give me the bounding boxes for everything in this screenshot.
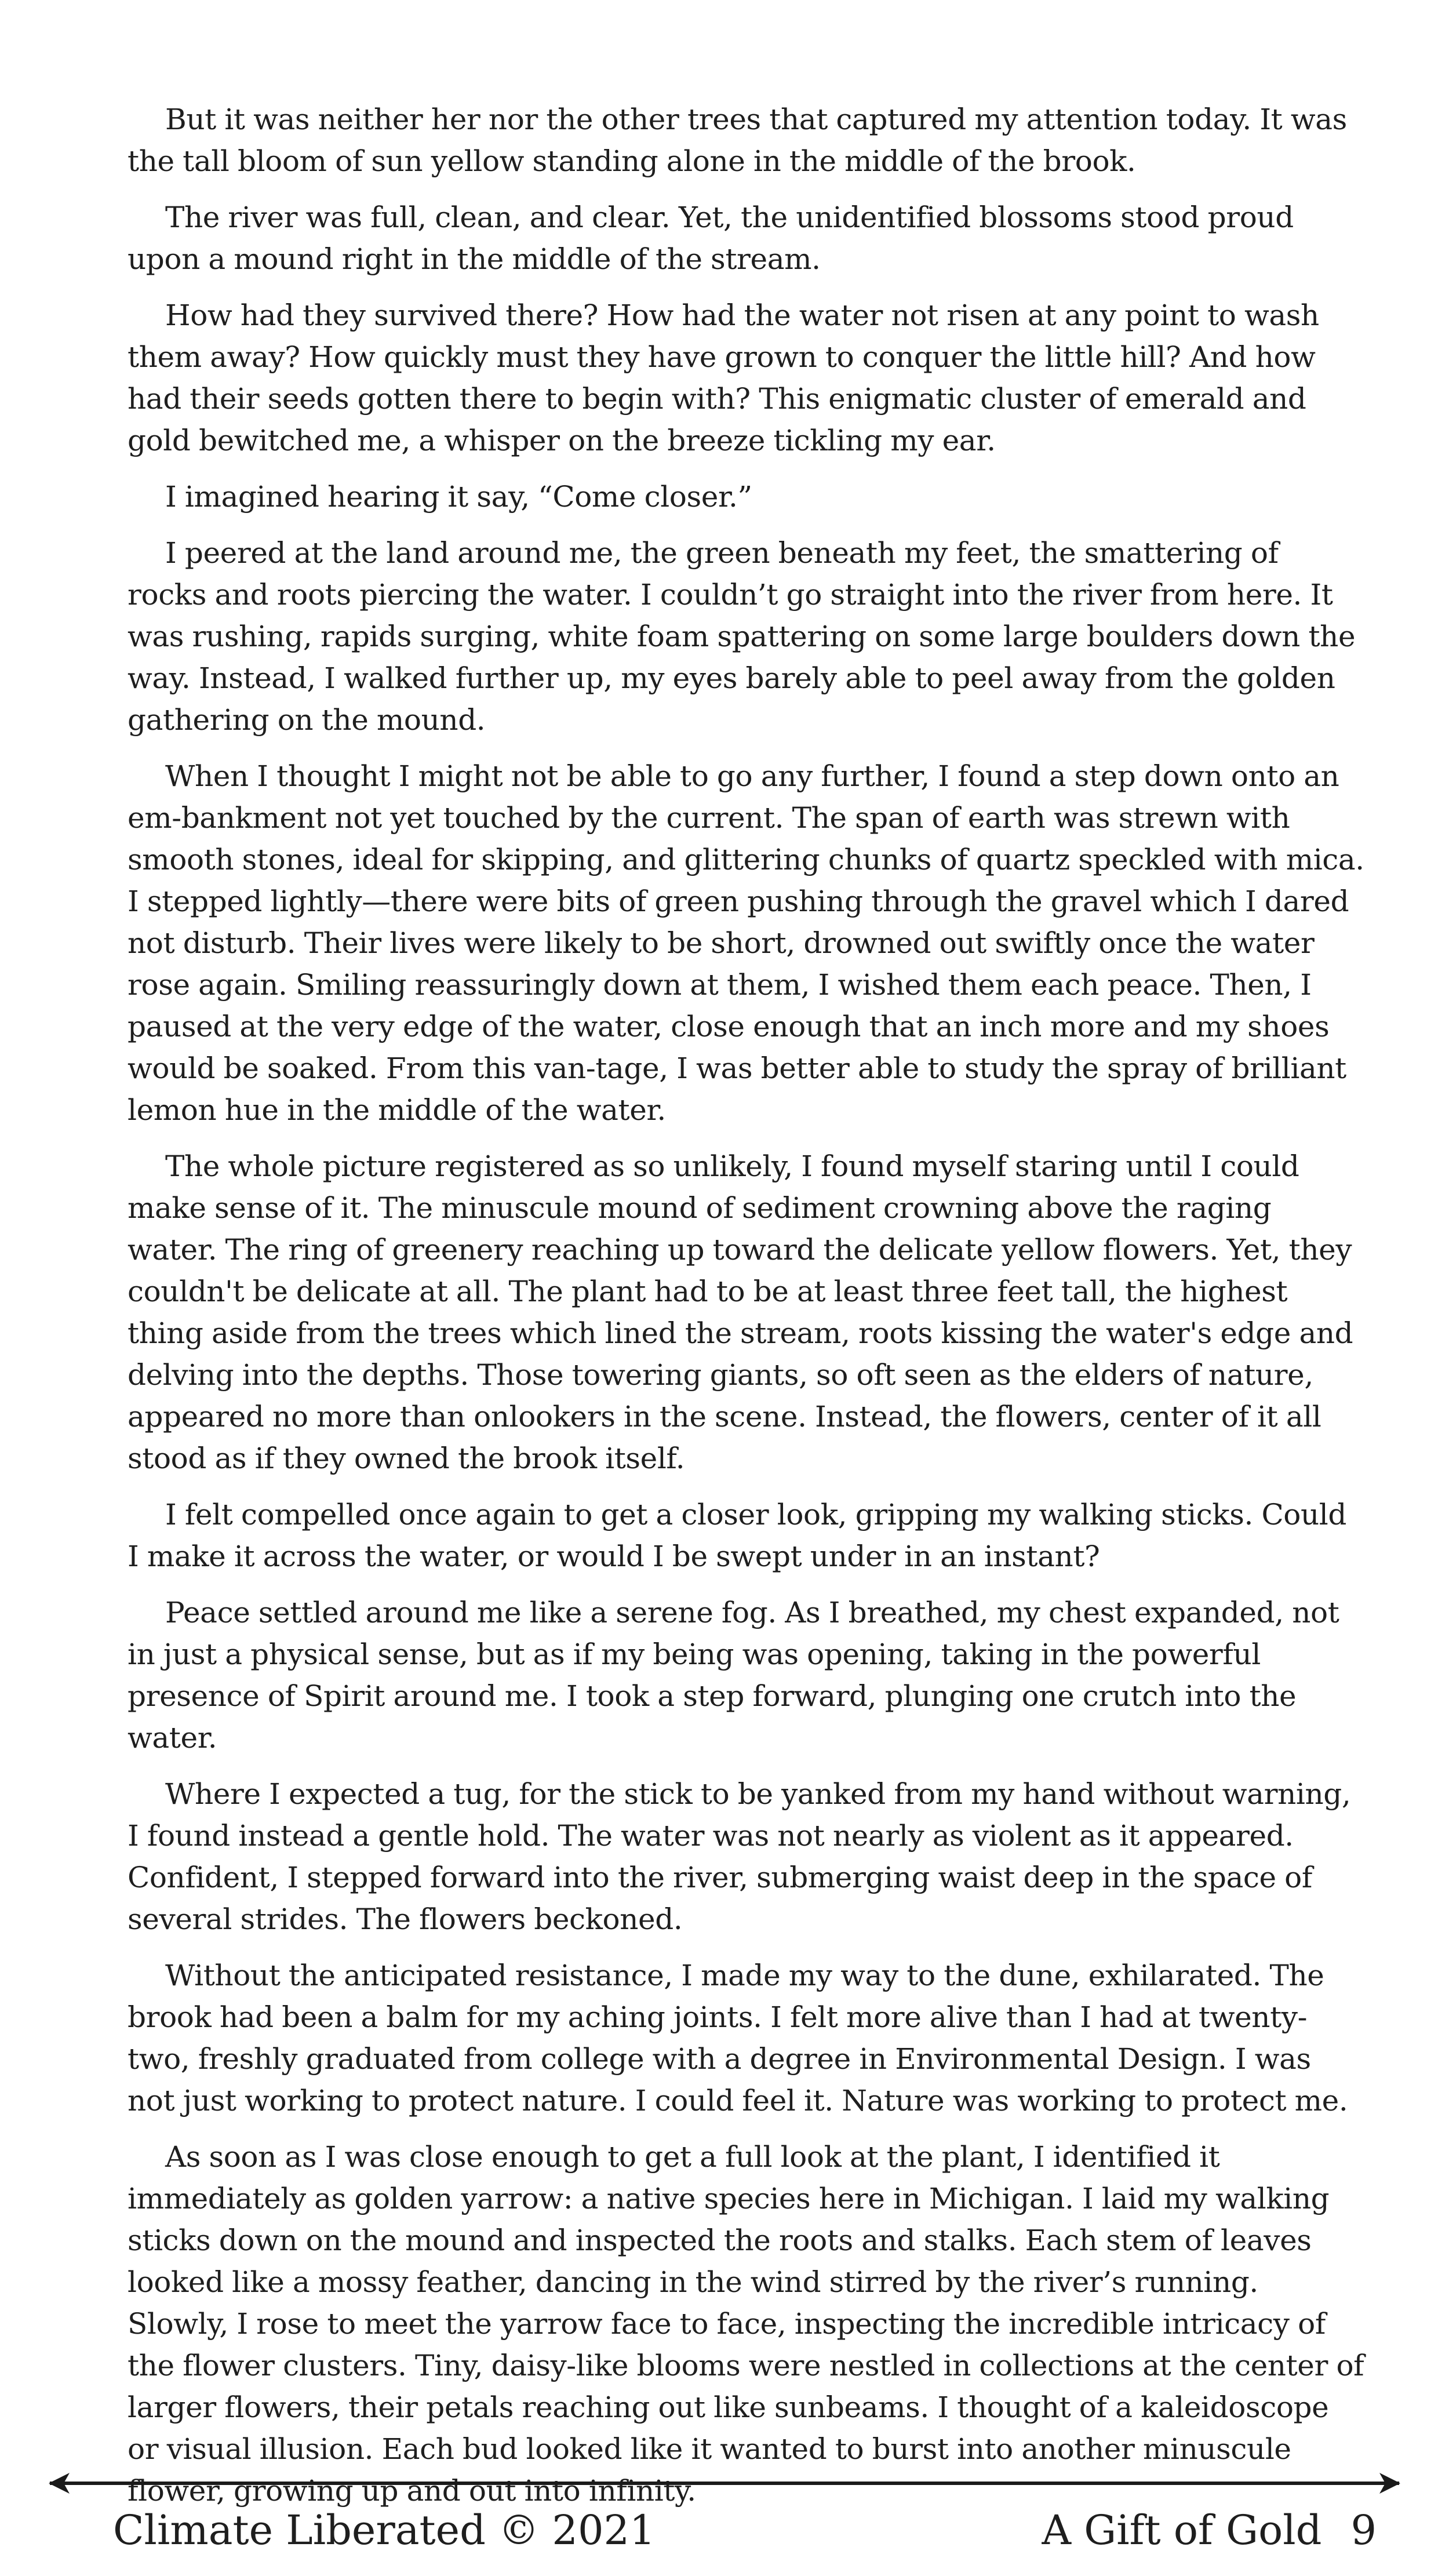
paragraph: As soon as I was close enough to get a full look at the plant, I identified it immediately as golden yarrow: a native species here in Michigan. I laid my walking sticks down on the mound and inspected the roots and stalks. Each stem of leaves looked like a mossy feather, dancing in the wind stirred by the river’s running. Slowly, I rose to meet the yarrow face to face, inspecting the incredible intricacy of the flower clusters. Tiny, daisy-like blooms were nestled in collections at the center of larger flowers, their petals reaching out like sunbeams. I thought of a kaleidoscope or visual illusion. Each bud looked like it wanted to burst into another minuscule flower, growing up and out into infinity.	[128, 2140, 1364, 2508]
footer-copyright: Climate Liberated © 2021	[113, 2506, 656, 2554]
paragraph: The whole picture registered as so unlikely, I found myself staring until I could make sense of it. The minuscule mound of sediment crowning above the raging water. The ring of greenery reaching up toward the delicate yellow flowers. Yet, they couldn't be delicate at all. The plant had to be at least three feet tall, the highest thing aside from the trees which lined the stream, roots kissing the water's edge and delving into the depths. Those towering giants, so oft seen as the elders of nature, appeared no more than onlookers in the scene. Instead, the flowers, center of it all stood as if they owned the brook itself.	[128, 1149, 1353, 1475]
chapter-text	[128, 99, 1365, 2526]
paragraph: How had they survived there? How had the water not risen at any point to wash them away? How quickly must they have grown to conquer the little hill? And how had their seeds gotten there to begin with? This enigmatic cluster of emerald and gold bewitched me, a whisper on the breeze tickling my ear.	[128, 299, 1319, 457]
paragraph: Where I expected a tug, for the stick to be yanked from my hand without warning, I found instead a gentle hold. The water was not nearly as violent as it appeared. Confident, I stepped forward into the river, submerging waist deep in the space of several strides. The flowers beckoned.	[128, 1777, 1351, 1936]
paragraph: The river was full, clean, and clear. Yet, the unidentified blossoms stood proud upon a mound right in the middle of the stream.	[128, 201, 1294, 276]
book-title: A Gift of Gold	[1042, 2506, 1322, 2554]
paragraph: But it was neither her nor the other trees that captured my attention today. It was the tall bloom of sun yellow standing alone in the middle of the brook.	[128, 103, 1347, 178]
paragraph: I peered at the land around me, the green beneath my feet, the smattering of rocks and roots piercing the water. I couldn’t go straight into the river from here. It was rushing, rapids surging, white foam spattering on some large boulders down the way. Instead, I walked further up, my eyes barely able to peel away from the golden gathering on the mound.	[128, 536, 1356, 737]
footer-running-head	[1042, 2504, 1377, 2556]
paragraph: Without the anticipated resistance, I made my way to the dune, exhilarated. The brook had been a balm for my aching joints. I felt more alive than I had at twenty-two, freshly graduated from college with a degree in Environmental Design. I was not just working to protect nature. I could feel it. Nature was working to protect me.	[128, 1959, 1348, 2117]
paragraph: I imagined hearing it say, “Come closer.”	[165, 480, 752, 514]
footer-double-arrow-rule	[46, 2471, 1403, 2496]
paragraph: I felt compelled once again to get a closer look, gripping my walking sticks. Could I make it across the water, or would I be swept under in an instant?	[128, 1498, 1347, 1573]
paragraph: Peace settled around me like a serene fog. As I breathed, my chest expanded, not in just a physical sense, but as if my being was opening, taking in the powerful presence of Spirit around me. I took a step forward, plunging one crutch into the water.	[128, 1596, 1339, 1755]
paragraph: When I thought I might not be able to go any further, I found a step down onto an em-bankment not yet touched by the current. The span of earth was strewn with smooth stones, ideal for skipping, and glittering chunks of quartz speckled with mica. I stepped lightly—there were bits of green pushing through the gravel which I dared not disturb. Their lives were likely to be short, drowned out swiftly once the water rose again. Smiling reassuringly down at them, I wished them each peace. Then, I paused at the very edge of the water, close enough that an inch more and my shoes would be soaked. From this van-tage, I was better able to study the spray of brilliant lemon hue in the middle of the water.	[128, 759, 1364, 1127]
page-number: 9	[1350, 2506, 1377, 2554]
